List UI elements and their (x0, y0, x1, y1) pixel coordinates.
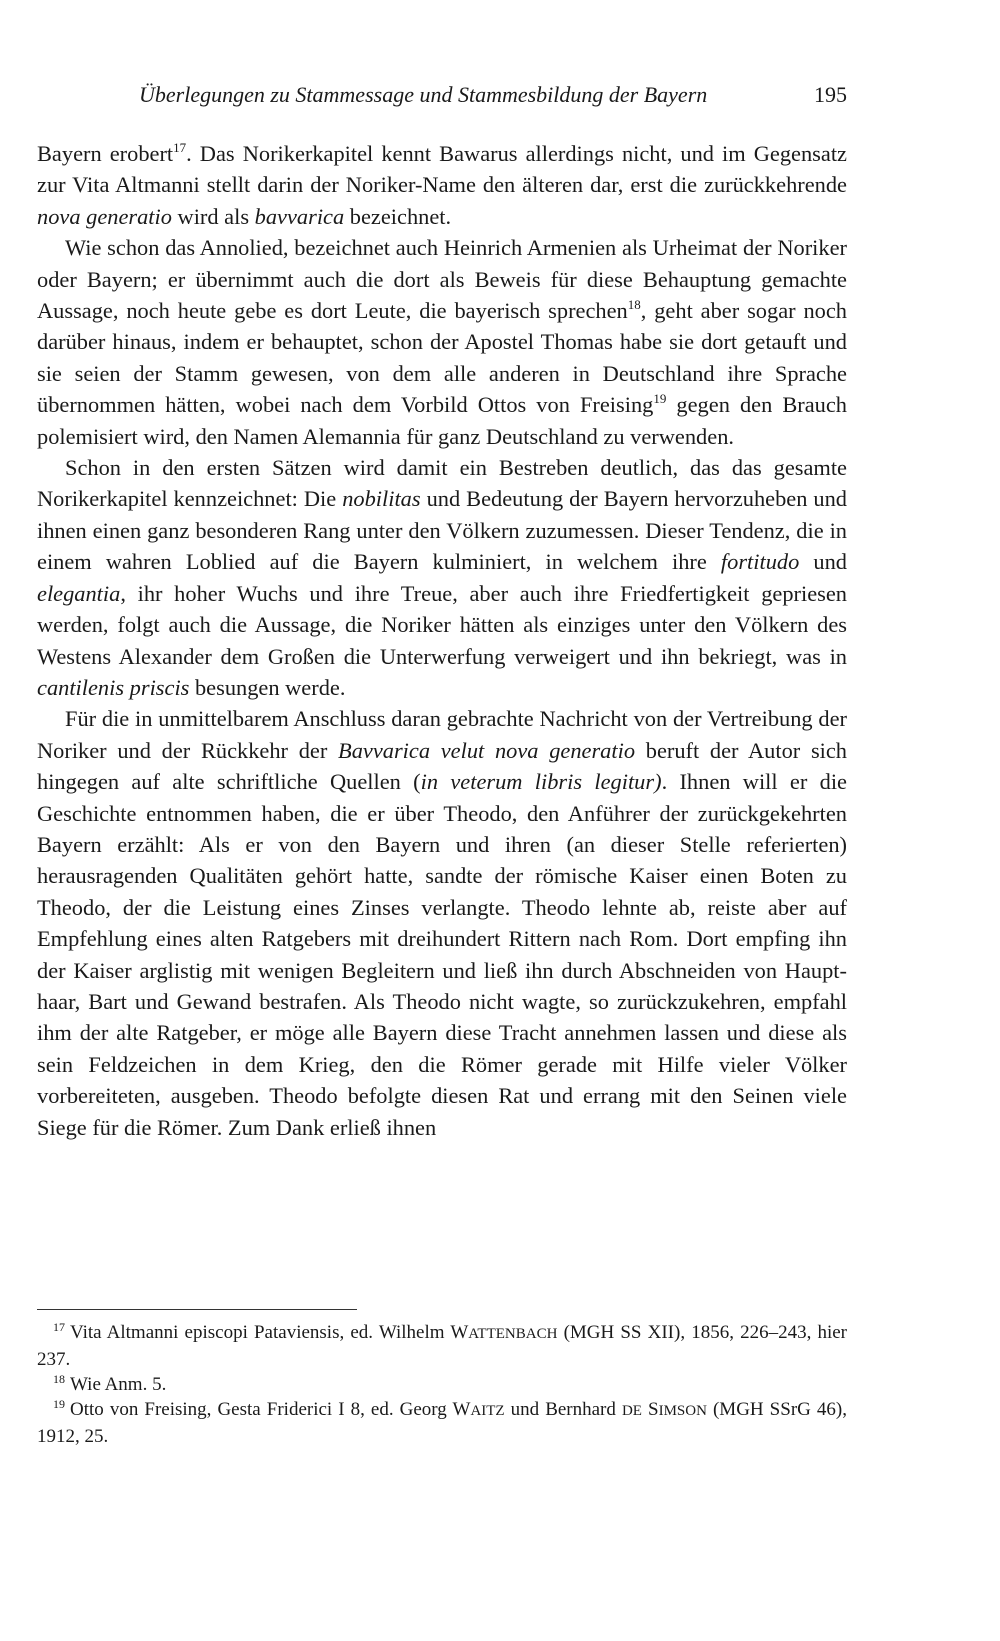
small-caps-text: AITZ (470, 1403, 505, 1419)
text-run: wird als (171, 203, 255, 229)
text-run: besungen werde. (189, 674, 346, 700)
small-caps-text: DE (621, 1403, 642, 1419)
text-run: und (799, 549, 847, 575)
small-caps-text: S (648, 1399, 659, 1420)
paragraph (37, 232, 847, 452)
italic-text: in veterum libris legitur) (420, 769, 662, 795)
italic-text: bavvarica (254, 203, 345, 229)
footnote-number: 18 (53, 1372, 65, 1386)
small-caps-text: IMSON (658, 1403, 707, 1419)
text-run: Schon in den ersten Sätzen wird damit ein Bestreben deutlich, das das gesamte Norikerkapitel kennzeichnet: Die (37, 455, 847, 512)
page-header (37, 80, 847, 110)
footnote (37, 1397, 847, 1449)
italic-text: nova generatio (37, 203, 172, 229)
footnote-number: 17 (53, 1320, 65, 1334)
text-run: bezeichnet. (344, 203, 452, 229)
small-caps-text: W (450, 1322, 469, 1343)
footnote-ref: 18 (627, 297, 641, 313)
italic-text: Bavvarica velut nova generatio (338, 737, 636, 763)
text-run: Otto von Freising, Gesta Friderici I 8, ed. Georg (70, 1399, 453, 1420)
italic-text: cantilenis priscis (37, 674, 190, 700)
italic-text: elegantia (37, 580, 121, 606)
text-run: (MGH SSrG 46), 1912, 25. (37, 1399, 847, 1447)
text-run: Vita Altmanni episcopi Pataviensis, ed. Wilhelm (70, 1322, 451, 1343)
footnotes (37, 1320, 847, 1449)
text-run: gegen den Brauch polemisiert wird, den Namen Alemannia für ganz Deutschland zu verwenden. (37, 392, 847, 449)
footnote-number: 19 (53, 1397, 65, 1411)
text-run: und Bernhard (504, 1399, 622, 1420)
page-number: 195 (814, 82, 847, 107)
text-run: Wie Anm. 5. (70, 1374, 167, 1395)
text-run: (MGH SS XII), 1856, 226–243, hier 237. (37, 1322, 847, 1370)
text-run: . Ihnen will er die Geschichte entnommen haben, die er über Theodo, den Anführer der zurückgekehrten Bayern erzählt: Als er von den Bayern und ihren (an dieser Stelle referierten) herausragenden Qualitäten gehört hatte, sandte der römische Kaiser einen Boten zu Theodo, der die Leistung eines Zinses verlangte. Theodo lehnte ab, reiste aber auf Empfehlung eines alten Ratgebers mit dreihundert Rittern nach Rom. Dort empfing ihn der Kaiser arglistig mit wenigen Begleitern und ließ ihn durch Abschneiden von Haupthaar, Bart und Gewand bestrafen. Als Theodo nicht wagte, so zurückzukehren, empfahl ihm der alte Ratgeber, er möge alle Bayern diese Tracht annehmen lassen und diese als sein Feldzeichen in dem Krieg, den die Römer gerade mit Hilfe vieler Völker vorbereiteten, ausgeben. Theodo befolgte diesen Rat und errang mit den Seinen viele Siege für die Römer. Zum Dank erließ ihnen (37, 769, 847, 1140)
paragraph (37, 703, 847, 1143)
text-run: , geht aber sogar noch darüber hinaus, indem er behauptet, schon der Apostel Thomas habe sie dort getauft und sie seien der Stamm gewesen, von dem alle anderen in Deutschland ihre Sprache übernommen hätten, wobei nach dem Vorbild Ottos von Freising (37, 298, 848, 418)
footnote (37, 1372, 847, 1397)
italic-text: nobilitas (342, 486, 421, 512)
footnote (37, 1320, 847, 1372)
text-run: Bayern erobert (37, 141, 174, 166)
paragraph (37, 138, 847, 232)
text-run: , ihr hoher Wuchs und ihre Treue, aber auch ihre Friedfertigkeit gepriesen werden, folgt auch die Aussage, die Noriker hätten als einziges unter den Völkern des Westens Alexander dem Großen die Unterwerfung verweigert und ihn bekriegt, was in (37, 580, 847, 669)
body-text (37, 138, 847, 1143)
text-run: Wie schon das Annolied, bezeichnet auch Heinrich Armenien als Urheimat der Noriker oder Bayern; er übernimmt auch die dort als Beweis für diese Behauptung gemachte Aussage, noch heute gebe es dort Leute, die bayerisch sprechen (37, 235, 847, 324)
footnote-ref: 17 (173, 140, 187, 155)
paragraph (37, 452, 847, 703)
small-caps-text: W (452, 1399, 471, 1420)
text-run: beruft der Autor sich hingegen auf alte schriftliche Quellen ( (37, 737, 848, 795)
footnote-ref: 19 (653, 391, 667, 407)
small-caps-text: ATTENBACH (468, 1326, 558, 1342)
text-run: Für die in unmittelbarem Anschluss daran gebrachte Nachricht von der Vertreibung der Noriker und der Rückkehr der (37, 706, 847, 763)
text-run: und Bedeutung der Bayern hervorzuheben und ihnen einen ganz besonderen Rang unter den Völkern zuzumessen. Dieser Tendenz, die in einem wahren Loblied auf die Bayern kulminiert, in welchem ihre (37, 486, 848, 575)
footnote-divider (37, 1309, 357, 1310)
text-run: . Das Norikerkapitel kennt Bawarus allerdings nicht, und im Gegensatz zur Vita Altmanni stellt darin der Noriker-Name den älteren dar, erst die zurückkehrende (37, 141, 847, 198)
running-title: Überlegungen zu Stammessage und Stammesbildung der Bayern (139, 82, 708, 107)
italic-text: fortitudo (720, 549, 800, 575)
